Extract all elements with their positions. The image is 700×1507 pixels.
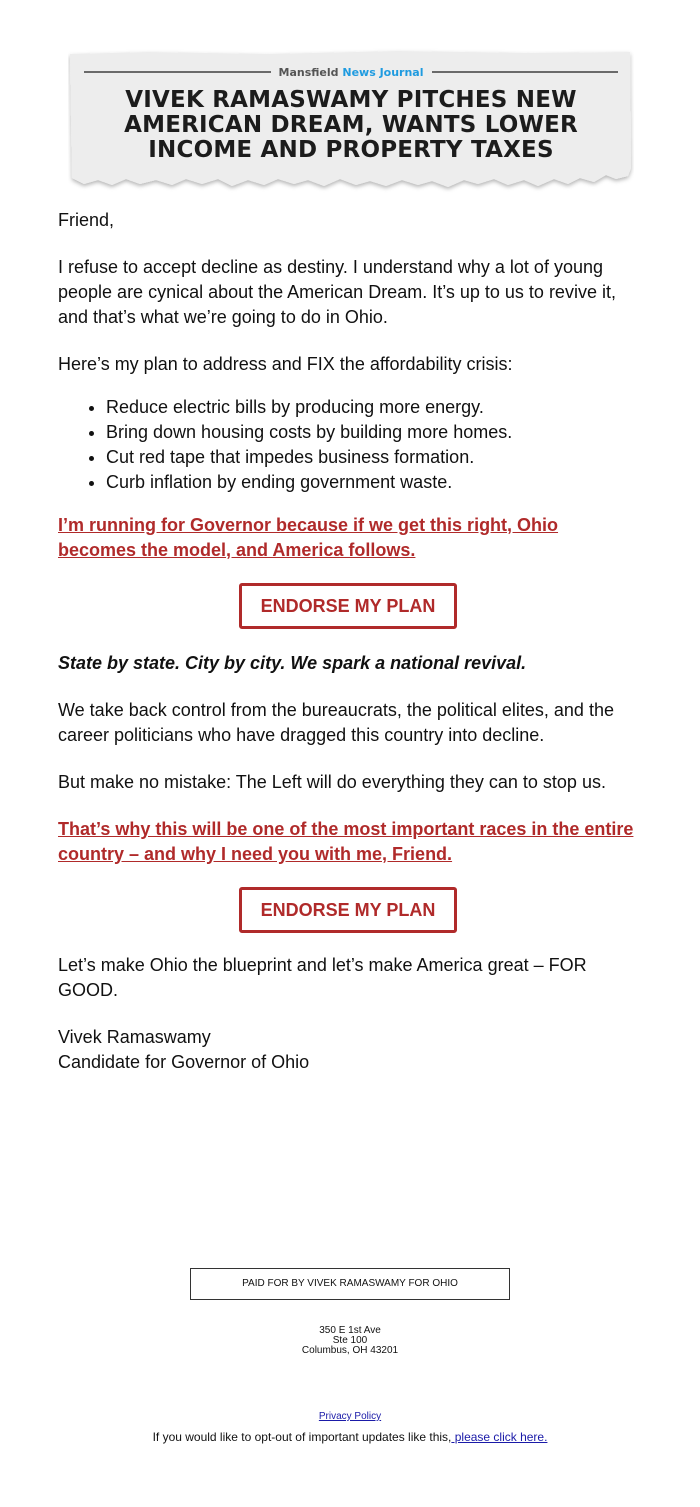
- address-line: Columbus, OH 43201: [301, 1345, 399, 1356]
- endorse-plan-button[interactable]: ENDORSE MY PLAN: [239, 583, 457, 629]
- signature-title: Candidate for Governor of Ohio: [58, 1052, 310, 1072]
- governor-link[interactable]: I’m running for Governor because if we get this right, Ohio becomes the model, and America follows.: [58, 515, 559, 560]
- opt-out-notice: [0, 1430, 700, 1444]
- paid-for-disclaimer: PAID FOR BY VIVEK RAMASWAMY FOR OHIO: [190, 1268, 510, 1300]
- headline-line: VIVEK RAMASWAMY PITCHES NEW: [125, 87, 577, 113]
- paragraph-plan-intro: Here’s my plan to address and FIX the affordability crisis:: [58, 354, 513, 374]
- signature-name: Vivek Ramaswamy: [58, 1027, 211, 1047]
- list-item: • Curb inflation by ending government waste.: [106, 470, 638, 495]
- masthead-rule-right: [432, 71, 619, 73]
- list-item: • Bring down housing costs by building more homes.: [106, 420, 638, 445]
- headline-line: INCOME AND PROPERTY TAXES: [148, 137, 554, 163]
- opt-out-link[interactable]: please click here.: [451, 1430, 548, 1444]
- tagline: State by state. City by city. We spark a national revival.: [58, 653, 527, 673]
- endorse-plan-button-2[interactable]: ENDORSE MY PLAN: [239, 887, 457, 933]
- plan-list: [58, 395, 638, 495]
- clipping-headline: [68, 88, 634, 163]
- privacy-policy-link[interactable]: Privacy Policy: [318, 1411, 382, 1422]
- greeting: Friend,: [58, 210, 115, 230]
- news-clipping-image: [68, 48, 634, 194]
- paragraph-control: We take back control from the bureaucrats, the political elites, and the career politicians who have dragged this country into decline.: [58, 700, 614, 745]
- masthead: [68, 64, 634, 80]
- address-line: 350 E 1st Ave: [319, 1325, 381, 1336]
- important-race-link[interactable]: That’s why this will be one of the most important races in the entire country – and why I need you with me, Friend.: [58, 819, 634, 864]
- paragraph-left: But make no mistake: The Left will do everything they can to stop us.: [58, 772, 606, 792]
- paragraph-intro: I refuse to accept decline as destiny. I understand why a lot of young people are cynical about the American Dream. It’s up to us to revive it, and that’s what we’re going to do in Ohio.: [58, 257, 616, 327]
- email-footer: [0, 1268, 700, 1444]
- list-item: • Reduce electric bills by producing more energy.: [106, 395, 638, 420]
- list-item: • Cut red tape that impedes business formation.: [106, 445, 638, 470]
- masthead-rule-left: [84, 71, 271, 73]
- publication-name: Mansfield News Journal: [278, 65, 424, 79]
- opt-out-text: If you would like to opt-out of important updates like this,: [152, 1430, 452, 1444]
- mailing-address: [0, 1326, 700, 1356]
- address-line: Ste 100: [332, 1335, 368, 1346]
- email-body: [58, 208, 638, 1075]
- headline-line: AMERICAN DREAM, WANTS LOWER: [124, 112, 578, 138]
- paragraph-closing: Let’s make Ohio the blueprint and let’s make America great – FOR GOOD.: [58, 955, 587, 1000]
